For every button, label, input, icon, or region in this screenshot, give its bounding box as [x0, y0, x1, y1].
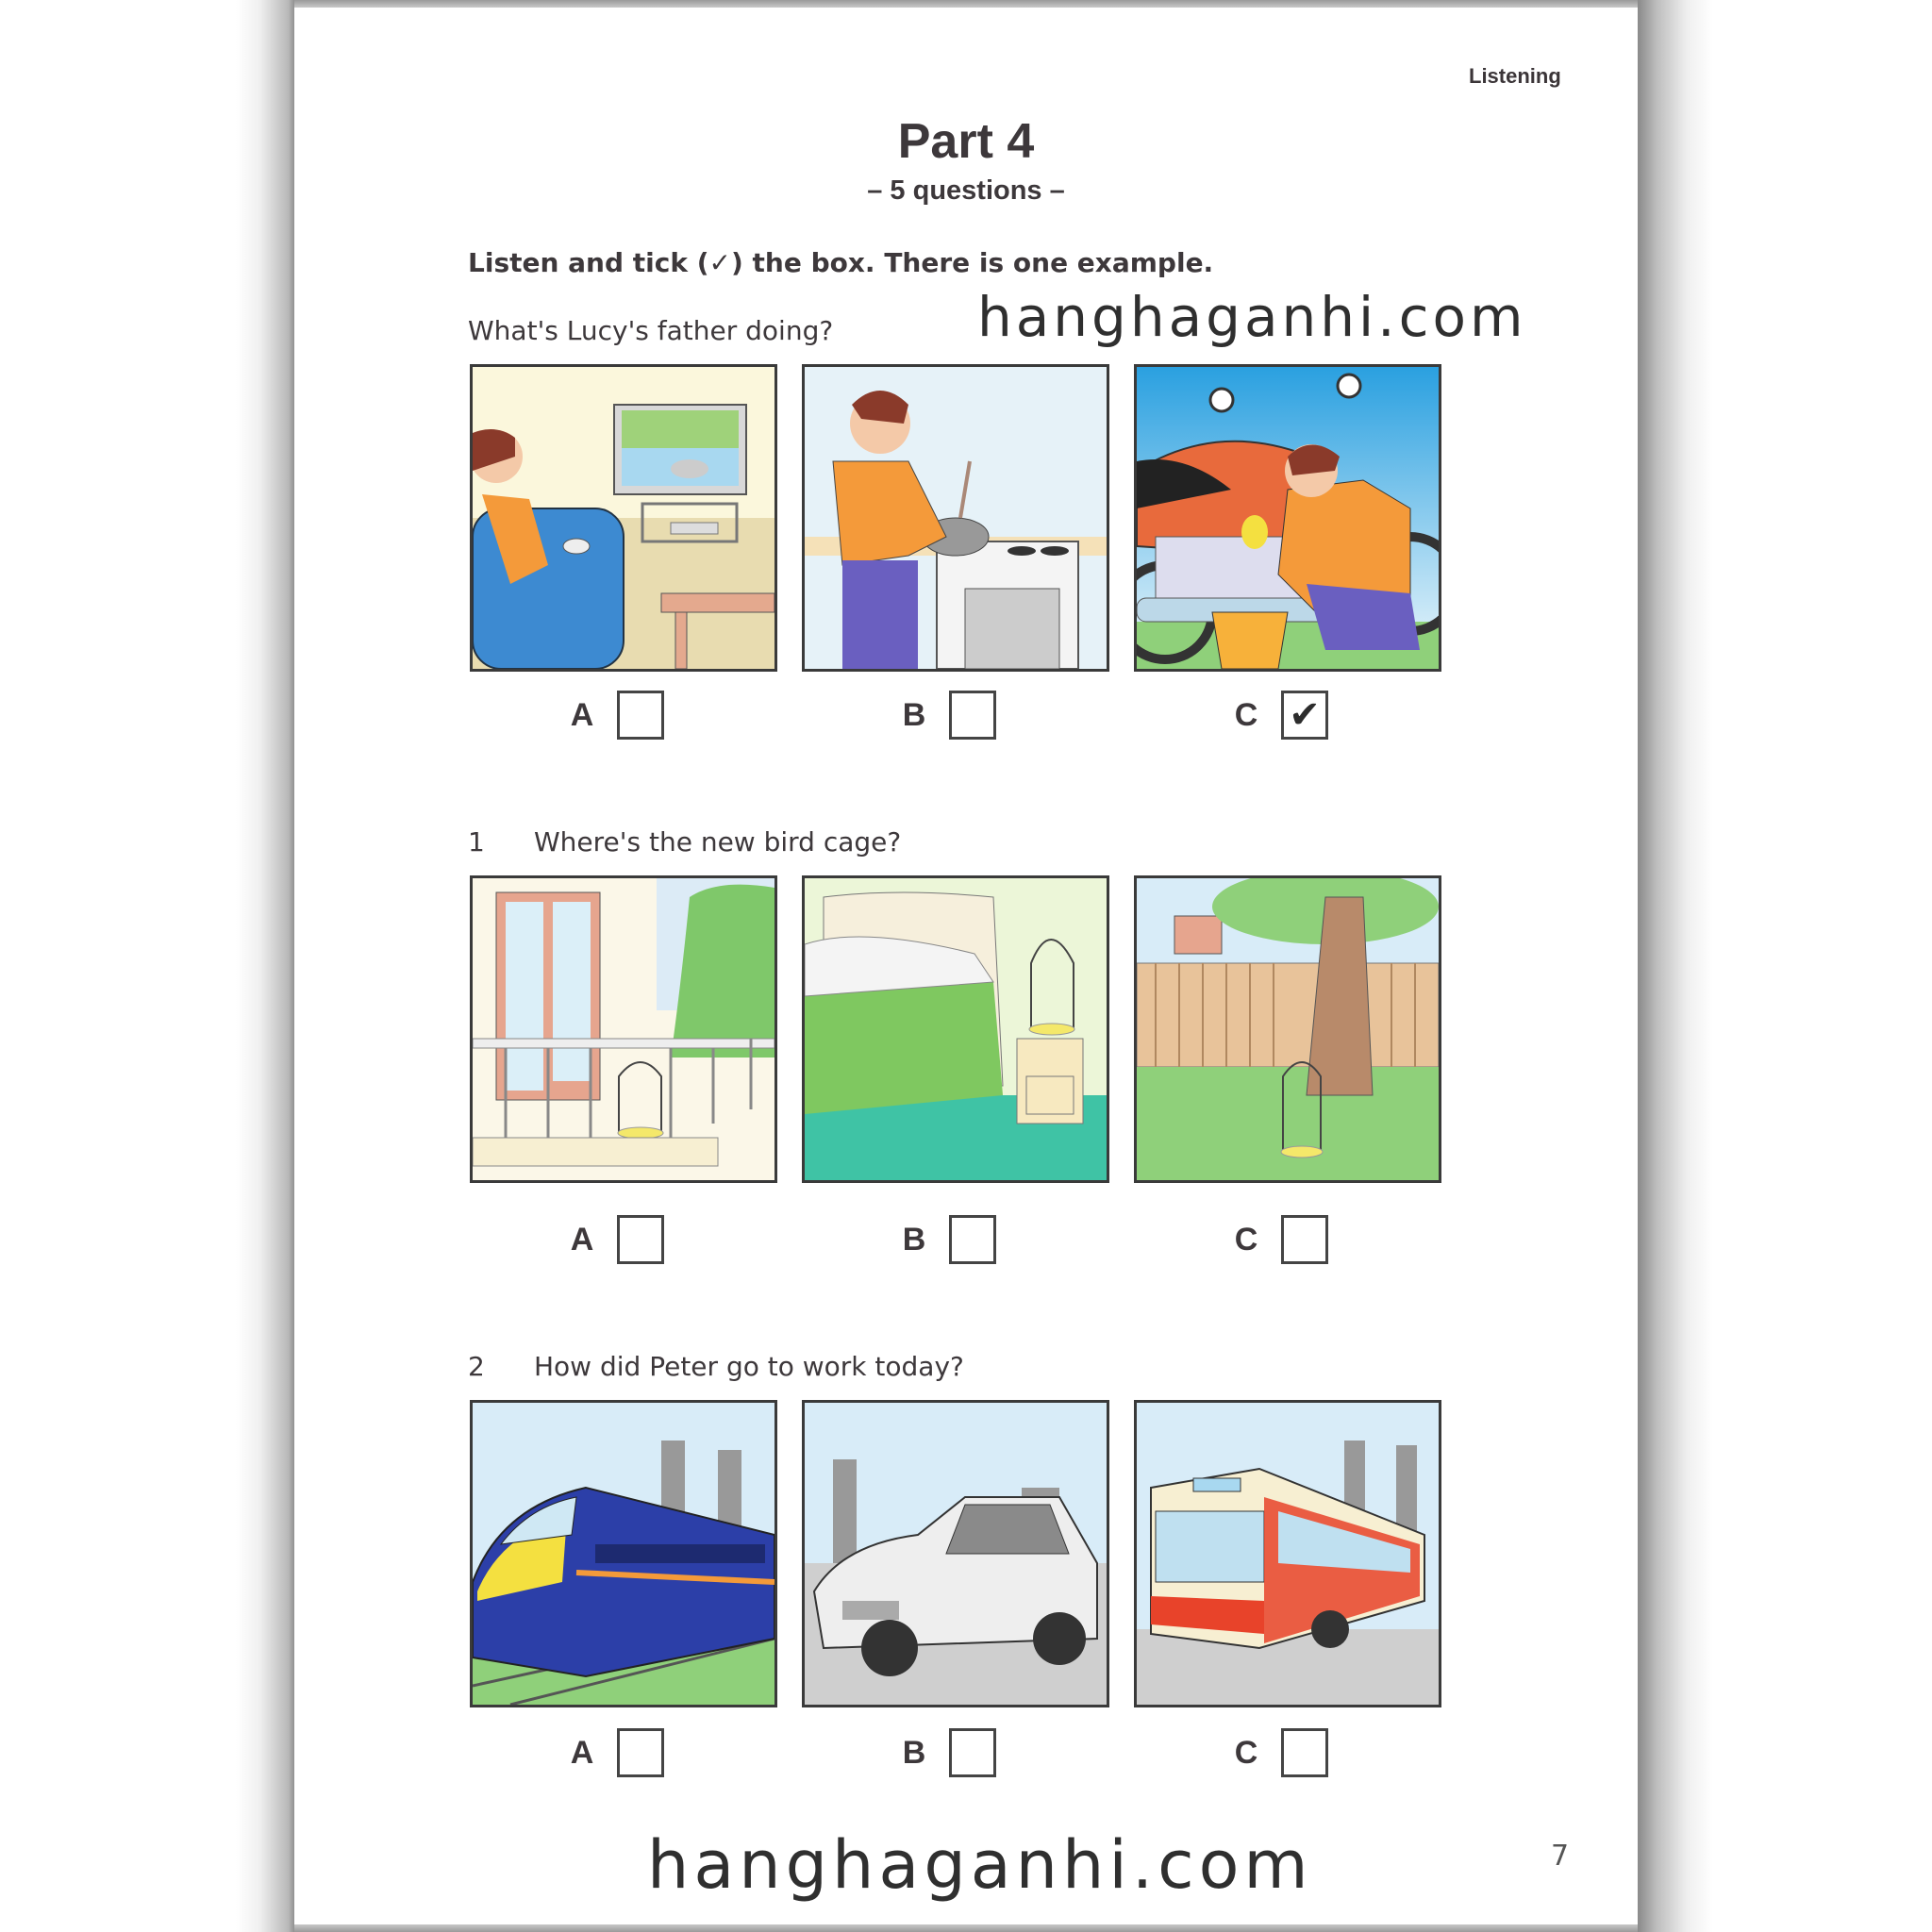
garden-illustration: [1137, 878, 1439, 1180]
question-number: 1: [468, 826, 485, 858]
picture-bus: [1134, 1400, 1441, 1707]
example-question: [468, 315, 833, 346]
tick-box[interactable]: [1281, 1728, 1328, 1777]
page-number: 7: [1551, 1840, 1570, 1873]
picture-bird-cage-in-garden: [1134, 875, 1441, 1183]
question-number: 2: [468, 1351, 485, 1382]
answer-option-c: [1234, 1215, 1328, 1264]
answer-option-c: [1234, 691, 1328, 740]
example-answers: [470, 691, 1451, 747]
tick-box[interactable]: [617, 1215, 664, 1264]
answer-option-a: [570, 691, 664, 740]
answer-option-b: [902, 1215, 996, 1264]
example-pictures: [470, 364, 1451, 675]
question-1-pictures: [470, 875, 1451, 1187]
tick-box[interactable]: [949, 1215, 996, 1264]
worksheet-page: [294, 8, 1638, 1924]
page-shadow-right: [1638, 0, 1713, 1932]
option-letter: A: [570, 1734, 594, 1771]
part-title: Part 4: [897, 114, 1035, 169]
answer-option-a: [570, 1728, 664, 1777]
option-letter: C: [1234, 1734, 1258, 1771]
question-text: What's Lucy's father doing?: [468, 315, 834, 346]
option-letter: B: [902, 1734, 926, 1771]
section-label: Listening: [1469, 64, 1561, 88]
answer-option-c: [1234, 1728, 1328, 1777]
bus-illustration: [1137, 1403, 1439, 1705]
picture-bird-cage-on-balcony: [470, 875, 777, 1183]
page-shadow-bottom: [294, 1924, 1638, 1932]
answer-option-b: [902, 1728, 996, 1777]
tick-box[interactable]: [617, 1728, 664, 1777]
cooking-scene-illustration: [805, 367, 1107, 669]
picture-man-watching-tv: [470, 364, 777, 672]
picture-man-cooking: [802, 364, 1109, 672]
instruction: Listen and tick (✓) the box. There is one example.: [468, 247, 1214, 278]
tick-box[interactable]: [1281, 1215, 1328, 1264]
motorbike-scene-illustration: [1137, 367, 1439, 669]
balcony-illustration: [473, 878, 774, 1180]
part-subtitle: – 5 questions –: [867, 175, 1065, 206]
question-2: [468, 1351, 964, 1382]
question-1: [468, 826, 901, 858]
question-text: How did Peter go to work today?: [534, 1351, 964, 1382]
picture-train: [470, 1400, 777, 1707]
tick-box[interactable]: [949, 1728, 996, 1777]
train-illustration: [473, 1403, 774, 1705]
page-shadow-top: [294, 0, 1638, 8]
option-letter: A: [570, 1221, 594, 1257]
page-shadow-left: [236, 0, 294, 1932]
option-letter: B: [902, 696, 926, 733]
option-letter: C: [1234, 1221, 1258, 1257]
tick-box[interactable]: [949, 691, 996, 740]
tv-scene-illustration: [473, 367, 774, 669]
bedroom-illustration: [805, 878, 1107, 1180]
question-text: Where's the new bird cage?: [534, 826, 902, 858]
picture-car: [802, 1400, 1109, 1707]
picture-man-washing-motorbike: [1134, 364, 1441, 672]
watermark-top: hanghaganhi.com: [977, 285, 1527, 349]
question-2-answers: [470, 1728, 1451, 1785]
picture-bird-cage-on-bedside-table: [802, 875, 1109, 1183]
tick-box-checked[interactable]: ✔: [1281, 691, 1328, 740]
option-letter: C: [1234, 696, 1258, 733]
option-letter: B: [902, 1221, 926, 1257]
car-illustration: [805, 1403, 1107, 1705]
answer-option-a: [570, 1215, 664, 1264]
answer-option-b: [902, 691, 996, 740]
watermark-bottom: hanghaganhi.com: [647, 1826, 1313, 1904]
tick-box[interactable]: [617, 691, 664, 740]
question-1-answers: [470, 1215, 1451, 1272]
option-letter: A: [570, 696, 594, 733]
question-2-pictures: [470, 1400, 1451, 1711]
